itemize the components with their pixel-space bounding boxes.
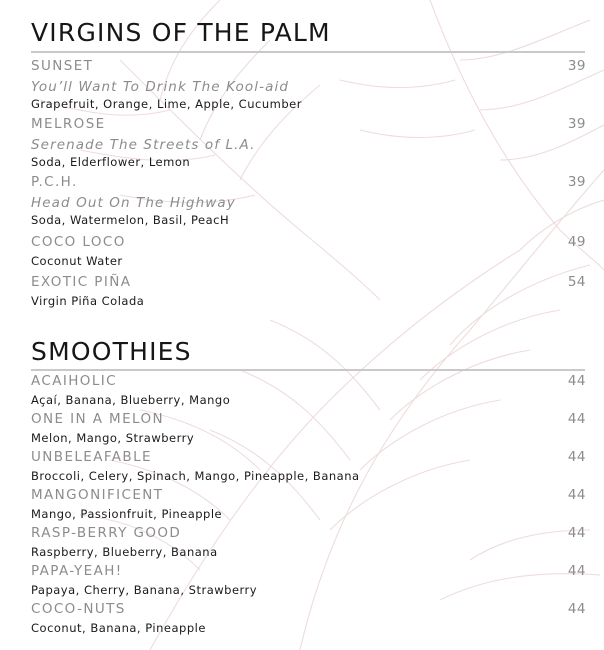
section-divider	[31, 369, 585, 371]
section-title: VIRGINS OF THE PALM	[31, 18, 331, 47]
item-price: 44	[567, 487, 586, 503]
item-price: 44	[567, 525, 586, 541]
item-name: RASP-BERRY GOOD	[31, 525, 182, 541]
item-price: 39	[567, 116, 586, 132]
item-name: MANGONIFICENT	[31, 487, 164, 503]
item-price: 44	[567, 449, 586, 465]
item-price: 54	[567, 274, 586, 290]
section-divider	[31, 51, 585, 53]
item-price: 39	[567, 58, 586, 74]
item-ingredients: Virgin Piña Colada	[31, 294, 145, 308]
item-name: ACAIHOLIC	[31, 373, 117, 389]
item-ingredients: Grapefruit, Orange, Lime, Apple, Cucumber	[31, 97, 302, 111]
item-tagline: Serenade The Streets of L.A.	[31, 137, 256, 153]
item-name: COCO LOCO	[31, 234, 126, 250]
item-name: ONE IN A MELON	[31, 411, 164, 427]
item-ingredients: Melon, Mango, Strawberry	[31, 431, 195, 445]
item-ingredients: Mango, Passionfruit, Pineapple	[31, 507, 223, 521]
section-title: SMOOTHIES	[31, 337, 192, 366]
item-tagline: Head Out On The Highway	[31, 195, 236, 211]
item-tagline: You’ll Want To Drink The Kool-aid	[31, 79, 289, 95]
item-ingredients: Coconut Water	[31, 254, 123, 268]
item-name: MELROSE	[31, 116, 106, 132]
item-price: 44	[567, 411, 586, 427]
item-ingredients: Soda, Watermelon, Basil, PeacH	[31, 213, 230, 227]
item-name: EXOTIC PIÑA	[31, 274, 132, 290]
item-name: P.C.H.	[31, 174, 78, 190]
item-name: UNBELEAFABLE	[31, 449, 152, 465]
item-price: 39	[567, 174, 586, 190]
item-name: COCO-NUTS	[31, 601, 126, 617]
item-ingredients: Açaí, Banana, Blueberry, Mango	[31, 393, 231, 407]
item-price: 44	[567, 563, 586, 579]
item-ingredients: Soda, Elderflower, Lemon	[31, 155, 191, 169]
item-ingredients: Papaya, Cherry, Banana, Strawberry	[31, 583, 258, 597]
item-ingredients: Broccoli, Celery, Spinach, Mango, Pineapple, Banana	[31, 469, 360, 483]
item-ingredients: Raspberry, Blueberry, Banana	[31, 545, 218, 559]
item-price: 44	[567, 601, 586, 617]
item-price: 49	[567, 234, 586, 250]
item-name: SUNSET	[31, 58, 94, 74]
item-name: PAPA-YEAH!	[31, 563, 123, 579]
item-ingredients: Coconut, Banana, Pineapple	[31, 621, 206, 635]
item-price: 44	[567, 373, 586, 389]
